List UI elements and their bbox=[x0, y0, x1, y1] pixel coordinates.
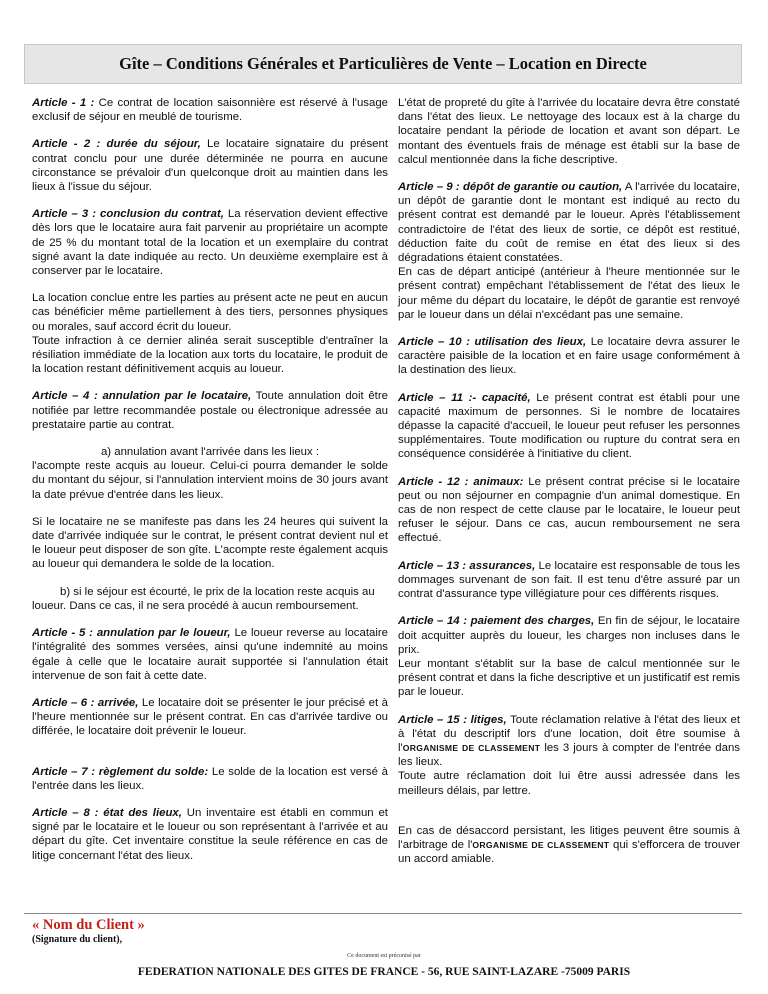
paragraph: La location conclue entre les parties au présent acte ne peut en aucun cas bénéficier même partiellement à des tiers, personnes physiques ou morales, sauf accord écrit du loueur. bbox=[32, 292, 388, 333]
paragraph: Toute infraction à ce dernier alinéa serait susceptible d'entraîner la résiliation immédiate de la location aux torts du locataire, le produit de la location restant définitivement acquis au loueur. bbox=[32, 334, 388, 376]
paragraph: b) si le séjour est écourté, le prix de la location reste acquis au loueur. Dans ce cas, il ne sera procédé à aucun remboursement. bbox=[32, 585, 375, 612]
article-10: Article – 10 : utilisation des lieux, Le locataire devra assurer le caractère paisible de la location et en faire usage conformément à la destination des lieux. bbox=[398, 336, 740, 377]
article-5: Article - 5 : annulation par le loueur, Le loueur reverse au locataire l'intégralité des sommes versées, ainsi qu'une indemnité au moins égale à celle que le locataire aurait supportée si l'annulation était intervenue de son fait à cette date. bbox=[32, 627, 388, 682]
article-6: Article – 6 : arrivée, Le locataire doit se présenter le jour précisé et à l'heure mentionnée sur le présent contrat. En cas d'arrivée tardive ou différée, le locataire doit prévenir le loueur. bbox=[32, 696, 388, 738]
article-2: Article - 2 : durée du séjour, Le locataire signataire du présent contrat conclu pour une durée déterminée ne pourra en aucune circonstance se prévaloir d'un quelconque droit au maintien dans les lieux à l'issue du séjour. bbox=[32, 138, 388, 194]
title-banner bbox=[24, 44, 742, 84]
paragraph: l'acompte reste acquis au loueur. Celui-ci pourra demander le solde du montant du séjour, si l'annulation intervient moins de 30 jours avant la date prévue d'entrée dans les lieux. bbox=[32, 460, 388, 501]
left-column bbox=[32, 96, 388, 876]
paragraph: En cas de départ anticipé (antérieur à l'heure mentionnée sur le présent contrat) empêchant l'établissement de l'état des lieux le jour même du départ du locataire, le dépôt de garantie est renvoyé par le loueur dans un délai n'excédant pas une semaine. bbox=[398, 266, 740, 321]
article-14: Article – 14 : paiement des charges, En fin de séjour, le locataire doit acquitter auprès du loueur, les charges non incluses dans le prix. bbox=[398, 615, 740, 656]
article-12: Article - 12 : animaux: Le présent contrat précise si le locataire peut ou non séjourner en compagnie d'un animal domestique. En cas de non respect de cette clause par le locataire, le loueur peut refuser le séjour. Dans ce cas, aucun remboursement ne sera effectué. bbox=[398, 475, 740, 545]
article-13: Article – 13 : assurances, Le locataire est responsable de tous les dommages survenant de son fait. Il est tenu d'être assuré par un contrat d'assurance type villégiature pour ces différents risques. bbox=[398, 559, 740, 601]
article-4: Article – 4 : annulation par le locataire, Toute annulation doit être notifiée par lettre recommandée postale ou électronique adressée au prestataire partie au contrat. bbox=[32, 390, 388, 431]
federation-address: FEDERATION NATIONALE DES GITES DE FRANCE - 56, RUE SAINT-LAZARE -75009 PARIS bbox=[137, 966, 631, 978]
footer-note: Ce document est préconisé par bbox=[347, 953, 421, 959]
paragraph: Toute autre réclamation doit lui être aussi adressée dans les meilleurs délais, par lettre. bbox=[398, 770, 740, 797]
article-9: Article – 9 : dépôt de garantie ou caution, A l'arrivée du locataire, un dépôt de garantie dont le montant est indiqué au recto du présent contrat est demandé par le loueur. Après l'établissement contradictoire de l'état des lieux de sortie, ce dépôt est restitué, déduction faite du coût de remise en état des lieux si des dégradations étaient constatées. bbox=[398, 181, 740, 265]
article-15: Article – 15 : litiges, Toute réclamation relative à l'état des lieux et à l'état du descriptif lors d'une location, doit être soumise à l'ORGANISME DE CLASSEMENT les 3 jours à compter de l'entrée dans les lieux. bbox=[398, 713, 740, 769]
article-7: Article – 7 : règlement du solde: Le solde de la location est versé à l'entrée dans les lieux. bbox=[32, 765, 388, 792]
paragraph: L'état de propreté du gîte à l'arrivée du locataire devra être constaté dans l'état des lieux. Le nettoyage des locaux est à la charge du locataire pendant la période de location et avant son départ. Le montant des éventuels frais de ménage est établi sur la base de calcul mentionnée dans la fiche descriptive. bbox=[398, 97, 740, 166]
paragraph: En cas de désaccord persistant, les litiges peuvent être soumis à l'arbitrage de l'ORGANISME DE CLASSEMENT qui s'efforcera de trouver un accord amiable. bbox=[398, 824, 740, 866]
article-3: Article – 3 : conclusion du contrat, La réservation devient effective dès lors que le locataire aura fait parvenir au propriétaire un acompte de 25 % du montant total de la location et un exemplaire du contrat signé avant la date indiquée au recto. Un deuxième exemplaire est à conserver par le locataire. bbox=[32, 208, 388, 278]
right-column bbox=[398, 96, 740, 879]
paragraph: Si le locataire ne se manifeste pas dans les 24 heures qui suivent la date d'arrivée indiquée sur le contrat, le présent contrat devient nul et le loueur peut disposer de son gîte. L'acompte reste également acquis au loueur qui demandera le solde de la location. bbox=[32, 515, 388, 571]
paragraph: a) annulation avant l'arrivée dans les lieux : bbox=[100, 446, 320, 459]
signature-label: (Signature du client), bbox=[32, 934, 123, 945]
client-name: « Nom du Client » bbox=[32, 917, 145, 933]
page-title: Gîte – Conditions Générales et Particulières de Vente – Location en Directe bbox=[119, 54, 647, 73]
article-1: Article - 1 : Ce contrat de location saisonnière est réservé à l'usage exclusif de séjour en meublé de tourisme. bbox=[32, 97, 388, 124]
article-8: Article – 8 : état des lieux, Un inventaire est établi en commun et signé par le locataire et le loueur ou son représentant à l'arrivée et au départ du gîte. Cet inventaire constitue la seule référence en cas de litige concernant l'état des lieux. bbox=[32, 806, 388, 862]
article-11: Article – 11 :- capacité, Le présent contrat est établi pour une capacité maximum de personnes. Si le nombre de locataires dépasse la capacité d'accueil, le loueur peut refuser les personnes supplémentaires. Toute modification ou rupture du contrat sera en conséquence considérée à l'initiative du client. bbox=[398, 391, 740, 461]
footer-divider bbox=[24, 913, 742, 914]
paragraph: Leur montant s'établit sur la base de calcul mentionnée sur le présent contrat et dans la fiche descriptive et un justificatif est remis par le loueur. bbox=[398, 657, 740, 699]
